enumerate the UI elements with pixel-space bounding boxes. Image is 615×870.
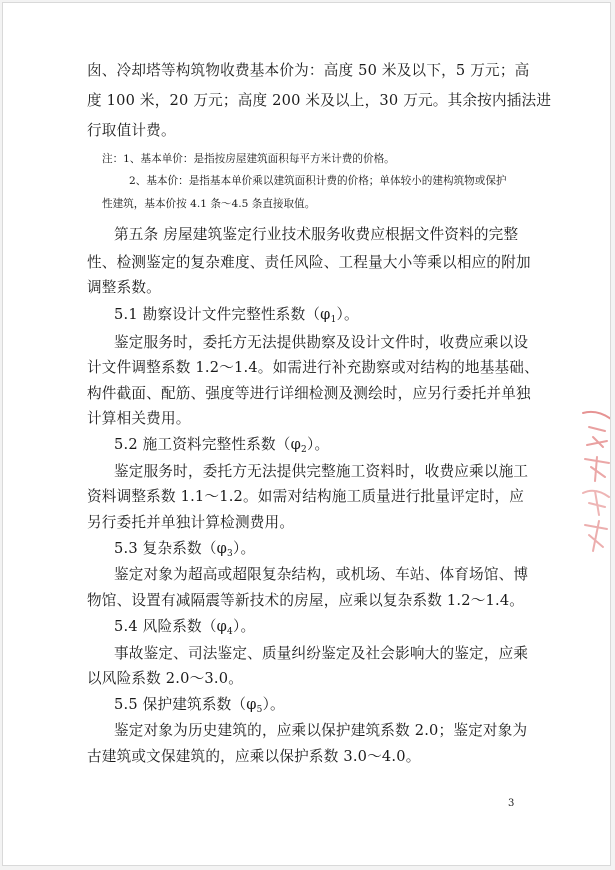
text-line: 物馆、设置有减隔震等新技术的房屋，应乘以复杂系数 1.2～1.4。 [87, 592, 525, 609]
text-line: 行取值计费。 [87, 122, 176, 139]
article-5-heading: 第五条 房屋建筑鉴定行业技术服务收费应根据文件资料的完整 [114, 226, 519, 243]
text-line: 调整系数。 [87, 279, 161, 296]
page-content [3, 3, 611, 866]
seal-stamp-marks [583, 412, 611, 551]
section-5-2-heading: 5.2 施工资料完整性系数$(\varphi_2)$。 [114, 436, 330, 455]
text-line: 资料调整系数 1.1～1.2。如需对结构施工质量进行批量评定时，应 [87, 488, 525, 505]
section-5-1-heading: 5.1 勘察设计文件完整性系数$(\varphi_1)$。 [114, 306, 359, 325]
text-line: 构件截面、配筋、强度等进行详细检测及测绘时，应另行委托并单独 [87, 385, 531, 402]
text-line: 计算相关费用。 [87, 410, 191, 427]
section-5-4-heading: 5.4 风险系数$(\varphi_4)$。 [114, 618, 256, 637]
text-line: 鉴定服务时，委托方无法提供勘察及设计文件时，收费应乘以设 [114, 334, 529, 351]
document-page [2, 2, 611, 866]
text-line: 鉴定对象为历史建筑的，应乘以保护建筑系数 2.0；鉴定对象为 [114, 722, 528, 739]
text-line: 性、检测鉴定的复杂难度、责任风险、工程量大小等乘以相应的附加 [87, 254, 531, 271]
text-line: 鉴定服务时，委托方无法提供完整施工资料时，收费应乘以施工 [114, 463, 529, 480]
text-line: 囱、冷却塔等构筑物收费基本价为：高度 50 米及以下，5 万元；高 [87, 62, 530, 79]
page-number: 3 [508, 798, 515, 809]
text-line: 事故鉴定、司法鉴定、质量纠纷鉴定及社会影响大的鉴定，应乘 [114, 645, 529, 662]
section-5-3-heading: 5.3 复杂系数$(\varphi_3)$。 [114, 540, 256, 559]
note-line: 性建筑，基本价按 4.1 条～4.5 条直接取值。 [102, 198, 316, 210]
section-5-5-heading: 5.5 保护建筑系数$(\varphi_5)$。 [114, 696, 285, 715]
text-line: 鉴定对象为超高或超限复杂结构，或机场、车站、体育场馆、博 [114, 566, 529, 583]
note-line: 注：1、基本单价：是指按房屋建筑面积每平方米计费的价格。 [102, 153, 395, 165]
text-line: 以风险系数 2.0～3.0。 [87, 670, 244, 687]
text-line: 另行委托并单独计算检测费用。 [87, 514, 295, 531]
text-line: 计文件调整系数 1.2～1.4。如需进行补充勘察或对结构的地基基础、 [87, 359, 539, 376]
seal-stamp-icon [575, 407, 611, 557]
text-line: 度 100 米，20 万元；高度 200 米及以上，30 万元。其余按内插法进 [87, 92, 552, 109]
note-line: 2、基本价：是指基本单价乘以建筑面积计费的价格；单体较小的建构筑物或保护 [129, 175, 507, 187]
text-line: 古建筑或文保建筑的，应乘以保护系数 3.0～4.0。 [87, 748, 421, 765]
